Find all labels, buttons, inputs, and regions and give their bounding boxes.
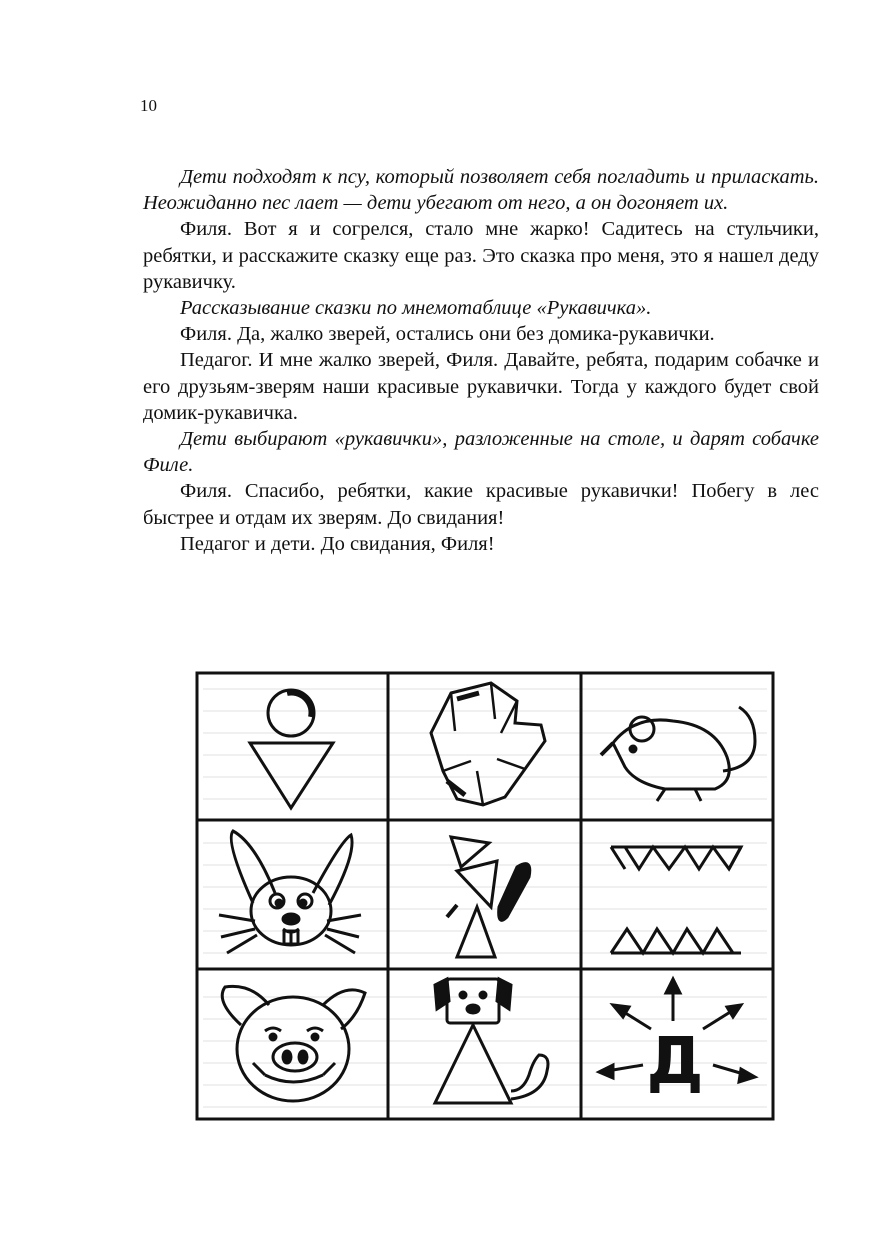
mouse-icon [601, 707, 755, 801]
paragraph-stage-direction: Дети подходят к псу, который позволяет себя погладить и приласкать. Неожиданно пес лает — дети убегают от него, а он догоняет их. [143, 166, 819, 215]
page-number: 10 [140, 96, 157, 115]
paragraph-dialogue: Филя. Да, жалко зверей, остались они без домика-рукавички. [180, 323, 715, 346]
mitten-shape-icon [431, 683, 545, 805]
circle-over-triangle-icon [250, 690, 333, 808]
mnemo-letter: Д [646, 1025, 704, 1099]
hare-face-icon [219, 831, 361, 953]
paragraph-dialogue: Педагог. И мне жалко зверей, Филя. Давайте, ребята, подарим собачке и его друзьям-зверям наши красивые рукавички. Тогда у каждого будет свой домик-рукавичка. [143, 349, 819, 424]
paragraph-stage-direction: Рассказывание сказки по мнемотаблице «Рукавичка». [180, 297, 652, 320]
paragraph-stage-direction: Дети выбирают «рукавички», разложенные на столе, и дарят собачке Филе. [143, 428, 819, 477]
mnemo-table-drawing [195, 671, 775, 1121]
paragraph-dialogue: Филя. Вот я и согрелся, стало мне жарко! Садитесь на стульчики, ребятки, и расскажите сказку еще раз. Это сказка про меня, это я нашел деду рукавичку. [143, 218, 819, 293]
pig-face-icon [222, 986, 365, 1101]
paragraph-dialogue: Филя. Спасибо, ребятки, какие красивые рукавички! Побегу в лес быстрее и отдам их зверям. До свидания! [143, 480, 819, 529]
text-block [143, 164, 819, 557]
paragraph-dialogue: Педагог и дети. До свидания, Филя! [180, 532, 495, 555]
zigzag-triangles-icon [611, 847, 741, 953]
mnemo-table [195, 671, 775, 1121]
triangle-pieces-icon [447, 837, 530, 957]
